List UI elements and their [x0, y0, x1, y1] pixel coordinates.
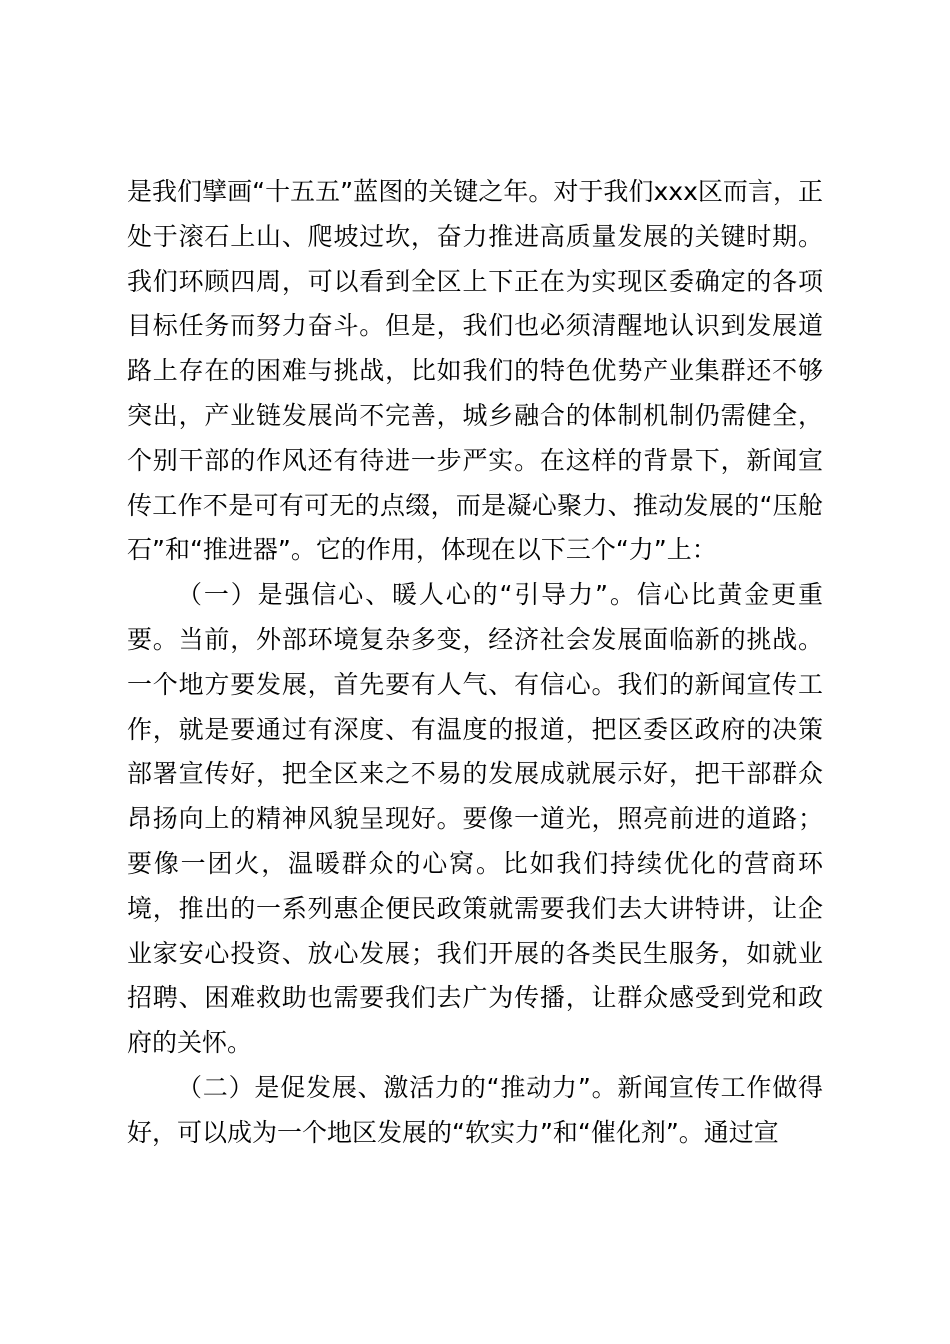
paragraph-point-one: （一）是强信心、暖人心的“引导力”。信心比黄金更重要。当前，外部环境复杂多变，经济社会发展面临新的挑战。一个地方要发展，首先要有人气、有信心。我们的新闻宣传工作，就是要通过有深度、有温度的报道，把区委区政府的决策部署宣传好，把全区来之不易的发展成就展示好，把干部群众昂扬向上的精神风貌呈现好。要像一道光，照亮前进的道路；要像一团火，温暖群众的心窝。比如我们持续优化的营商环境，推出的一系列惠企便民政策就需要我们去大讲特讲，让企业家安心投资、放心发展；我们开展的各类民生服务，如就业招聘、困难救助也需要我们去广为传播，让群众感受到党和政府的关怀。 — [127, 580, 823, 1058]
paragraph-continuation: 是我们擘画“十五五”蓝图的关键之年。对于我们xxx区而言，正处于滚石上山、爬坡过坎，奋力推进高质量发展的关键时期。我们环顾四周，可以看到全区上下正在为实现区委确定的各项目标任务而努力奋斗。但是，我们也必须清醒地认识到发展道路上存在的困难与挑战，比如我们的特色优势产业集群还不够突出，产业链发展尚不完善，城乡融合的体制机制仍需健全，个别干部的作风还有待进一步严实。在这样的背景下，新闻宣传工作不是可有可无的点缀，而是凝心聚力、推动发展的“压舱石”和“推进器”。它的作用，体现在以下三个“力”上： — [127, 177, 823, 565]
paragraph-point-two: （二）是促发展、激活力的“推动力”。新闻宣传工作做得好，可以成为一个地区发展的“软实力”和“催化剂”。通过宣 — [127, 1072, 823, 1147]
document-body — [127, 170, 823, 1156]
